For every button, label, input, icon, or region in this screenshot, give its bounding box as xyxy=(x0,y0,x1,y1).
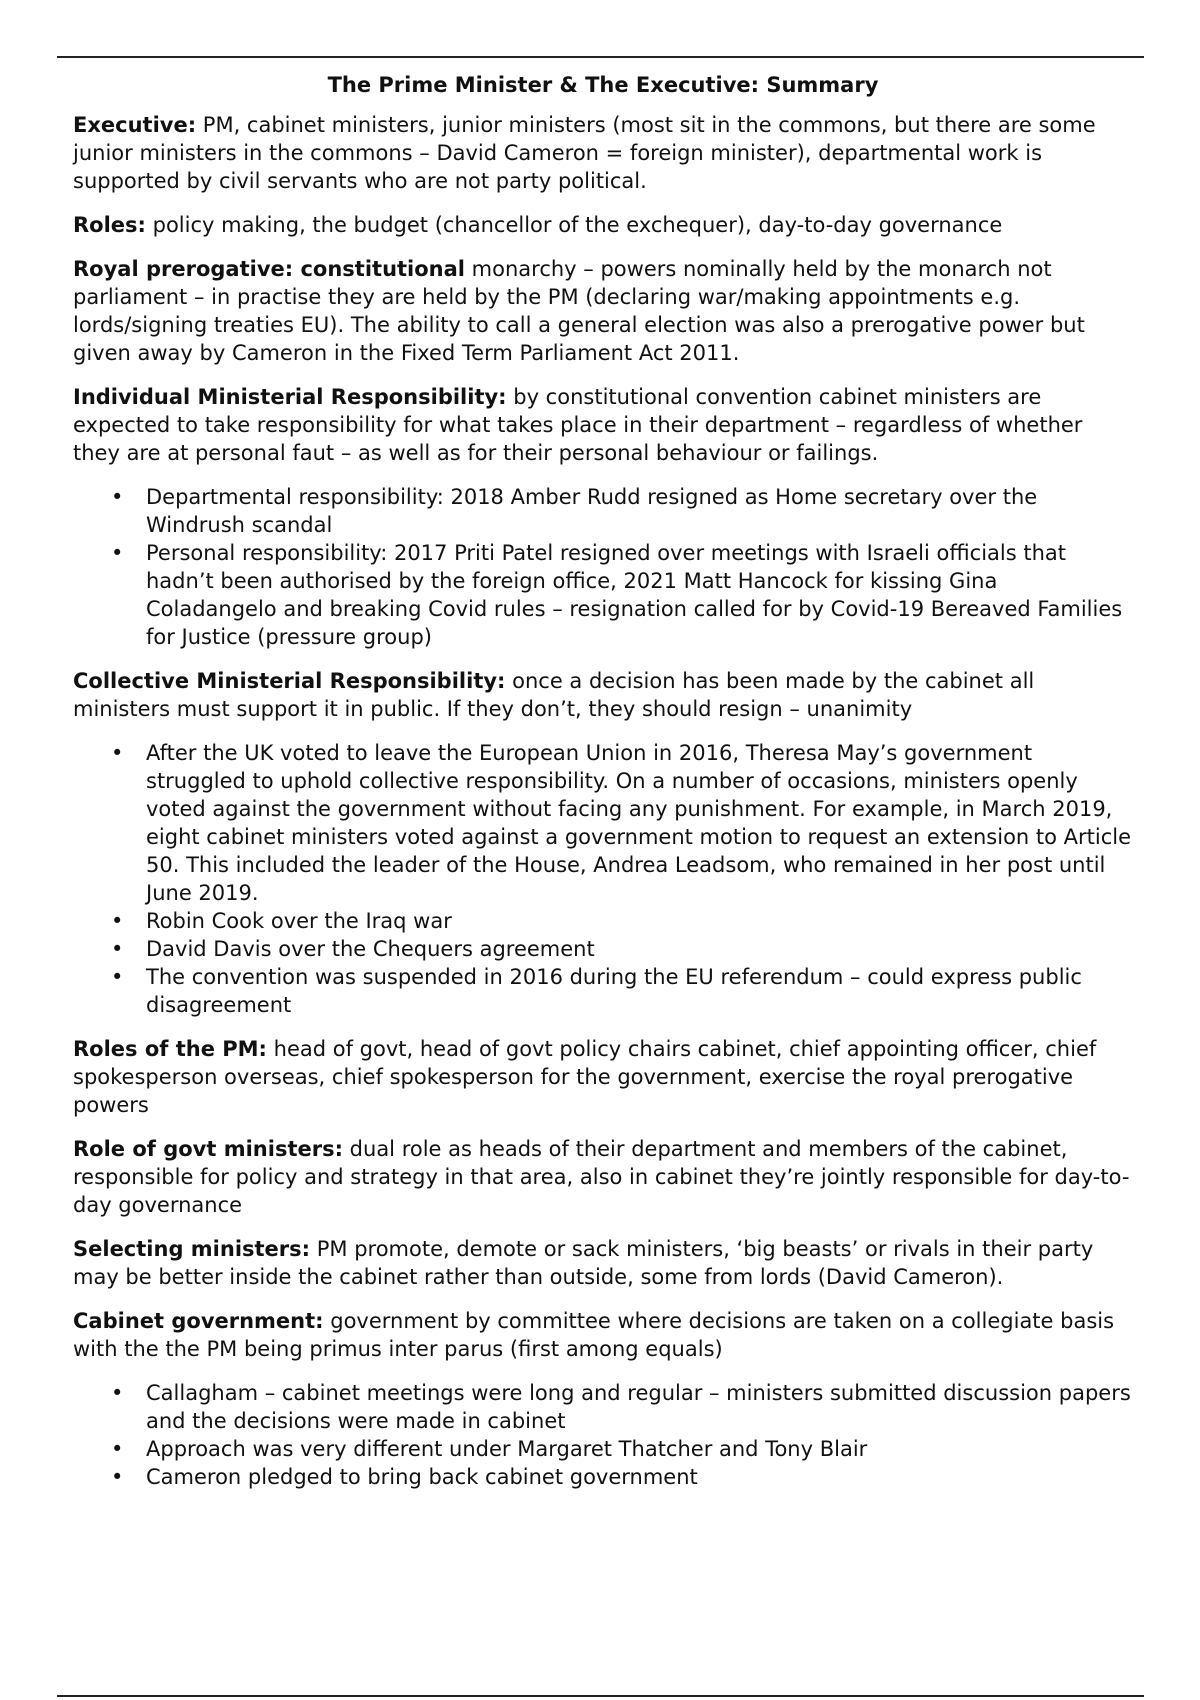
section-heading: Collective Ministerial Responsibility: xyxy=(73,669,506,693)
section-heading: Individual Ministerial Responsibility: xyxy=(73,385,507,409)
section-heading: Royal prerogative: constitutional xyxy=(73,257,465,281)
list-item-text: Robin Cook over the Iraq war xyxy=(146,909,452,933)
section-heading: Executive: xyxy=(73,113,197,137)
section-heading: Roles of the PM: xyxy=(73,1037,267,1061)
section-heading: Roles: xyxy=(73,213,146,237)
section-paragraph xyxy=(73,1035,1133,1119)
list-item-text: Callagham – cabinet meetings were long and regular – ministers submitted discussion papers and the decisions were made in cabinet xyxy=(146,1381,1131,1433)
list-item xyxy=(73,1379,1133,1435)
list-item xyxy=(73,907,1133,935)
top-rule xyxy=(57,56,1144,58)
list-item xyxy=(73,935,1133,963)
bullet-icon: • xyxy=(111,541,124,565)
section-paragraph xyxy=(73,383,1133,467)
section-heading: Cabinet government: xyxy=(73,1309,324,1333)
section-paragraph xyxy=(73,1235,1133,1291)
list-item-text: After the UK voted to leave the European Union in 2016, Theresa May’s government struggled to uphold collective responsibility. On a number of occasions, ministers openly voted against the government without facing any punishment. For example, in March 2019, eight cabinet ministers voted against a government motion to request an extension to Article 50. This included the leader of the House, Andrea Leadsom, who remained in her post until June 2019. xyxy=(146,741,1132,905)
section-paragraph xyxy=(73,1135,1133,1219)
section-text: head of govt, head of govt policy chairs cabinet, chief appointing officer, chief spokesperson overseas, chief spokesperson for the government, exercise the royal prerogative powers xyxy=(73,1037,1097,1117)
list-item xyxy=(73,1463,1133,1491)
section-text: by constitutional convention cabinet ministers are expected to take responsibility for what takes place in their department – regardless of whether they are at personal faut – as well as for their personal behaviour or failings. xyxy=(73,385,1083,465)
section-text: dual role as heads of their department and members of the cabinet, responsible for policy and strategy in that area, also in cabinet they’re jointly responsible for day-to-day governance xyxy=(73,1137,1130,1217)
list-item xyxy=(73,483,1133,539)
list-item-text: The convention was suspended in 2016 during the EU referendum – could express public disagreement xyxy=(146,965,1082,1017)
section-text: PM promote, demote or sack ministers, ‘big beasts’ or rivals in their party may be better inside the cabinet rather than outside, some from lords (David Cameron). xyxy=(73,1237,1094,1289)
list-item xyxy=(73,539,1133,651)
section-heading: Selecting ministers: xyxy=(73,1237,311,1261)
section-text: government by committee where decisions are taken on a collegiate basis with the the PM being primus inter parus (first among equals) xyxy=(73,1309,1115,1361)
section-paragraph xyxy=(73,667,1133,723)
list-item xyxy=(73,963,1133,1019)
bullet-icon: • xyxy=(111,741,124,765)
document-page xyxy=(73,71,1133,1507)
list-item-text: Approach was very different under Margaret Thatcher and Tony Blair xyxy=(146,1437,868,1461)
list-item-text: Personal responsibility: 2017 Priti Patel resigned over meetings with Israeli officials that hadn’t been authorised by the foreign office, 2021 Matt Hancock for kissing Gina Coladangelo and breaking Covid rules – resignation called for by Covid-19 Bereaved Families for Justice (pressure group) xyxy=(146,541,1123,649)
section-paragraph xyxy=(73,255,1133,367)
bullet-icon: • xyxy=(111,937,124,961)
section-paragraph xyxy=(73,111,1133,195)
bullet-list xyxy=(73,483,1133,651)
document-title: The Prime Minister & The Executive: Summary xyxy=(327,73,879,97)
document-body xyxy=(73,111,1133,1491)
list-item xyxy=(73,1435,1133,1463)
bullet-icon: • xyxy=(111,965,124,989)
list-item-text: Cameron pledged to bring back cabinet government xyxy=(146,1465,698,1489)
bullet-icon: • xyxy=(111,1465,124,1489)
section-paragraph xyxy=(73,211,1133,239)
list-item xyxy=(73,739,1133,907)
section-text: PM, cabinet ministers, junior ministers (most sit in the commons, but there are some junior ministers in the commons – David Cameron = foreign minister), departmental work is supported by civil servants who are not party political. xyxy=(73,113,1096,193)
section-text: once a decision has been made by the cabinet all ministers must support it in public. If they don’t, they should resign – unanimity xyxy=(73,669,1035,721)
list-item-text: Departmental responsibility: 2018 Amber Rudd resigned as Home secretary over the Windrush scandal xyxy=(146,485,1038,537)
section-text: policy making, the budget (chancellor of the exchequer), day-to-day governance xyxy=(145,213,1003,237)
bottom-rule xyxy=(57,1695,1144,1697)
bullet-list xyxy=(73,739,1133,1019)
bullet-icon: • xyxy=(111,1437,124,1461)
bullet-icon: • xyxy=(111,1381,124,1405)
section-text: monarchy – powers nominally held by the monarch not parliament – in practise they are held by the PM (declaring war/making appointments e.g. lords/signing treaties EU). The ability to call a general election was also a prerogative power but given away by Cameron in the Fixed Term Parliament Act 2011. xyxy=(73,257,1085,365)
bullet-icon: • xyxy=(111,909,124,933)
bullet-icon: • xyxy=(111,485,124,509)
bullet-list xyxy=(73,1379,1133,1491)
section-paragraph xyxy=(73,1307,1133,1363)
list-item-text: David Davis over the Chequers agreement xyxy=(146,937,595,961)
section-heading: Role of govt ministers: xyxy=(73,1137,343,1161)
